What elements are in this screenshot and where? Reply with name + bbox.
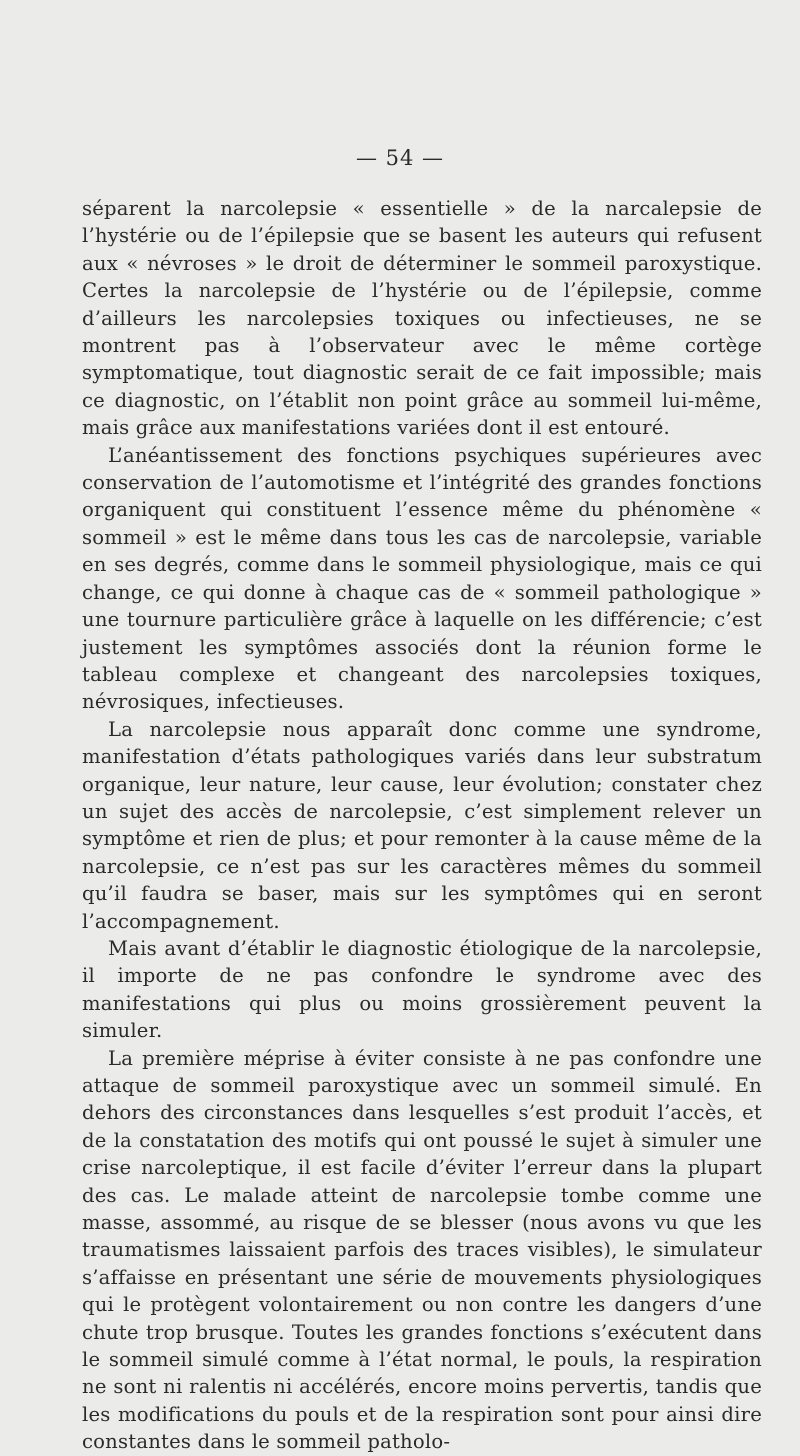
- paragraph: L’anéantissement des fonctions psychiques supérieures avec conservation de l’automotisme et l’intégrité des grandes fonctions organiquent qui constituent l’essence même du phénomène « sommeil » est le même dans tous les cas de narcolepsie, variable en ses degrés, comme dans le sommeil physiologique, mais ce qui change, ce qui donne à chaque cas de « sommeil pathologique » une tournure particulière grâce à laquelle on les différencie; c’est justement les symptômes associés dont la réunion forme le tableau complexe et changeant des narcolepsies toxiques, névrosiques, infectieuses.: [82, 443, 762, 714]
- body-text: [82, 195, 762, 1456]
- paragraph: séparent la narcolepsie « essentielle » de la narcalepsie de l’hystérie ou de l’épilepsie que se basent les auteurs qui refusent aux « névroses » le droit de déterminer le sommeil paroxystique. Certes la narcolepsie de l’hystérie ou de l’épilepsie, comme d’ailleurs les narcolepsies toxiques ou infectieuses, ne se montrent pas à l’observateur avec le même cortège symptomatique, tout diagnostic serait de ce fait impossible; mais ce diagnostic, on l’établit non point grâce au sommeil lui-même, mais grâce aux manifestations variées dont il est entouré.: [82, 197, 762, 440]
- paragraph: La narcolepsie nous apparaît donc comme une syndrome, manifestation d’états pathologiques variés dans leur substratum organique, leur nature, leur cause, leur évolution; constater chez un sujet des accès de narcolepsie, c’est simplement relever un symptôme et rien de plus; et pour remonter à la cause même de la narcolepsie, ce n’est pas sur les caractères mêmes du sommeil qu’il faudra se baser, mais sur les symptômes qui en seront l’accompagnement.: [82, 717, 762, 933]
- page-number: — 54 —: [355, 146, 445, 170]
- paragraph: Mais avant d’établir le diagnostic étiologique de la narcolepsie, il importe de ne pas confondre le syndrome avec des manifestations qui plus ou moins grossièrement peuvent la simuler.: [82, 936, 762, 1043]
- paragraph: La première méprise à éviter consiste à ne pas confondre une attaque de sommeil paroxystique avec un sommeil simulé. En dehors des circonstances dans lesquelles s’est produit l’accès, et de la constatation des motifs qui ont poussé le sujet à simuler une crise narcoleptique, il est facile d’éviter l’erreur dans la plupart des cas. Le malade atteint de narcolepsie tombe comme une masse, assommé, au risque de se blesser (nous avons vu que les traumatismes laissaient parfois des traces visibles), le simulateur s’affaisse en présentant une série de mouvements physiologiques qui le protègent volontairement ou non contre les dangers d’une chute trop brusque. Toutes les grandes fonctions s’exécutent dans le sommeil simulé comme à l’état normal, le pouls, la respiration ne sont ni ralentis ni accélérés, encore moins pervertis, tandis que les modifications du pouls et de la respiration sont pour ainsi dire constantes dans le sommeil patholo-: [82, 1046, 762, 1454]
